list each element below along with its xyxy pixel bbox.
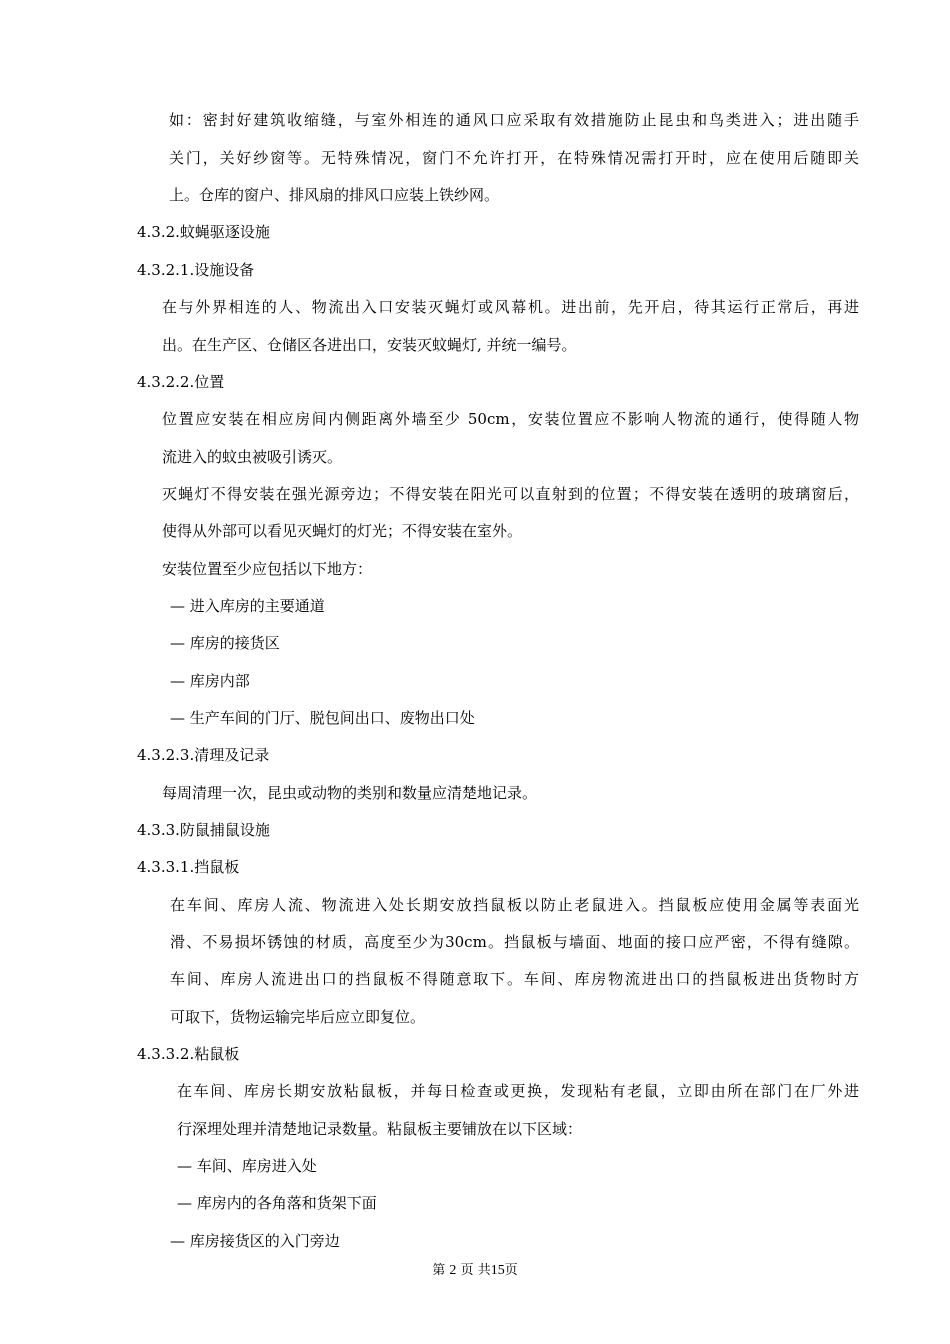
total-page-count: 15 [490, 1263, 505, 1278]
list-item: — 库房内的各角落和货架下面 [177, 1194, 377, 1212]
paragraph-line: 使得从外部可以看见灭蝇灯的灯光；不得安装在室外。 [162, 522, 523, 540]
paragraph-line: 行深埋处理并清楚地记录数量。粘鼠板主要铺放在以下区域： [177, 1120, 583, 1138]
paragraph-line: 可取下，货物运输完毕后应立即复位。 [170, 1008, 426, 1026]
list-item: — 车间、库房进入处 [177, 1157, 317, 1175]
subsection-heading: 4.3.3.2.粘鼠板 [137, 1045, 240, 1063]
list-item: — 库房的接货区 [170, 634, 280, 652]
subsection-heading: 4.3.2.3.清理及记录 [137, 746, 270, 764]
list-item: — 库房内部 [170, 672, 250, 690]
paragraph-line: 位置应安装在相应房间内侧距离外墙至少 50cm，安装位置应不影响人物流的通行，使得随人物 [162, 410, 859, 428]
paragraph-line: 在车间、库房长期安放粘鼠板，并每日检查或更换，发现粘有老鼠，立即由所在部门在厂外进 [177, 1082, 859, 1100]
subsection-heading: 4.3.3.1.挡鼠板 [137, 858, 240, 876]
list-item: — 进入库房的主要通道 [170, 597, 325, 615]
paragraph-line: 上。仓库的窗户、排风扇的排风口应装上铁纱网。 [169, 186, 500, 204]
paragraph-line: 在与外界相连的人、物流出入口安装灭蝇灯或风幕机。进出前，先开启，待其运行正常后，再进 [162, 298, 859, 316]
paragraph-line: 如：密封好建筑收缩缝，与室外相连的通风口应采取有效措施防止昆虫和鸟类进入；进出随手 [169, 111, 859, 129]
list-item: — 生产车间的门厅、脱包间出口、废物出口处 [170, 709, 475, 727]
current-page-number: 2 [449, 1263, 457, 1278]
paragraph-line: 出。在生产区、仓储区各进出口，安装灭蚊蝇灯, 并统一编号。 [162, 336, 577, 354]
paragraph-line: 在车间、库房人流、物流进入处长期安放挡鼠板以防止老鼠进入。挡鼠板应使用金属等表面光 [170, 896, 859, 914]
footer-suffix: 页 [504, 1263, 518, 1278]
footer-prefix: 第 [432, 1263, 446, 1278]
footer-mid: 页 共 [460, 1263, 491, 1278]
page-footer [0, 1262, 950, 1280]
list-item: — 库房接货区的入门旁边 [170, 1232, 340, 1250]
paragraph-line: 车间、库房人流进出口的挡鼠板不得随意取下。车间、库房物流进出口的挡鼠板进出货物时方 [170, 970, 859, 988]
paragraph-line: 安装位置至少应包括以下地方： [162, 560, 373, 578]
paragraph-line: 灭蝇灯不得安装在强光源旁边；不得安装在阳光可以直射到的位置；不得安装在透明的玻璃窗后， [162, 485, 859, 503]
paragraph-line: 每周清理一次，昆虫或动物的类别和数量应清楚地记录。 [162, 784, 538, 802]
paragraph-line: 关门，关好纱窗等。无特殊情况，窗门不允许打开，在特殊情况需打开时，应在使用后随即关 [169, 149, 859, 167]
section-heading: 4.3.2.蚊蝇驱逐设施 [137, 223, 270, 241]
paragraph-line: 流进入的蚊虫被吸引诱灭。 [162, 448, 343, 466]
section-heading: 4.3.3.防鼠捕鼠设施 [137, 821, 270, 839]
subsection-heading: 4.3.2.1.设施设备 [137, 261, 255, 279]
paragraph-line: 滑、不易损坏锈蚀的材质，高度至少为30cm。挡鼠板与墙面、地面的接口应严密，不得有缝隙。 [170, 933, 859, 951]
subsection-heading: 4.3.2.2.位置 [137, 373, 225, 391]
